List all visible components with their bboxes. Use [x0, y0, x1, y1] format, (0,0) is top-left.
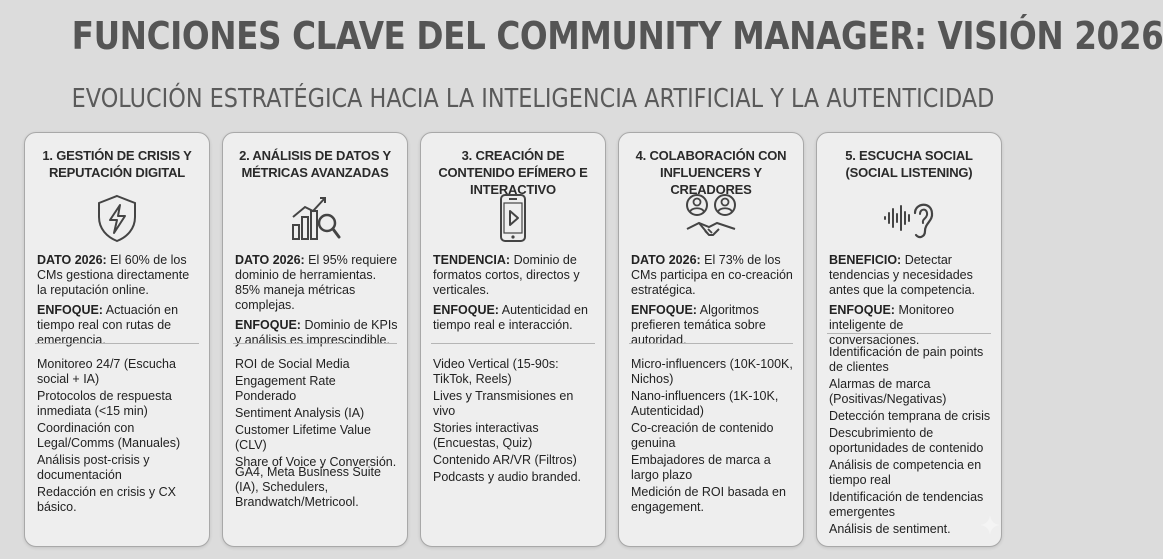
info-text: El 95% requiere dominio de herramientas. 85% maneja métricas complejas. — [235, 253, 398, 312]
info-label: TENDENCIA: — [433, 253, 511, 267]
list-item: Medición de ROI basada en engagement. — [631, 485, 786, 514]
divider — [629, 343, 793, 344]
list-item: Embajadores de marca a largo plazo — [631, 453, 771, 482]
list-item: Stories interactivas (Encuestas, Quiz) — [433, 421, 539, 450]
phone-play-icon — [421, 193, 605, 243]
info-text: Detectar tendencias y necesidades antes que la competencia. — [829, 253, 975, 297]
shield-lightning-icon — [25, 193, 209, 243]
info-label: DATO 2026: — [235, 253, 305, 267]
card-influencer-collaboration — [618, 132, 804, 547]
list-item: Sentiment Analysis (IA) — [235, 406, 365, 420]
list-item: Análisis post-crisis y documentación — [37, 453, 150, 482]
feature-list — [433, 357, 597, 487]
list-item: Identificación de pain points de clientes — [829, 345, 984, 374]
info-text: Actuación en tiempo real con rutas de emergencia. — [37, 303, 179, 347]
list-item: Alarmas de marca (Positivas/Negativas) — [829, 377, 947, 406]
info-text: Dominio de KPIs y análisis es imprescindible. — [235, 318, 398, 347]
list-item: Customer Lifetime Value (CLV) — [235, 423, 371, 452]
feature-list — [37, 357, 201, 517]
list-item: Video Vertical (15-90s: TikTok, Reels) — [433, 357, 559, 386]
list-item: Descubrimiento de oportunidades de contenido — [829, 426, 984, 455]
list-item: Podcasts y audio branded. — [433, 470, 582, 484]
card-title: 1. GESTIÓN DE CRISIS Y REPUTACIÓN DIGITAL — [42, 148, 192, 180]
info-label: ENFOQUE: — [433, 303, 499, 317]
list-item: Contenido AR/VR (Filtros) — [433, 453, 577, 467]
info-label: BENEFICIO: — [829, 253, 902, 267]
ear-soundwave-icon — [817, 193, 1001, 243]
page-subtitle: EVOLUCIÓN ESTRATÉGICA HACIA LA INTELIGENCIA ARTIFICIAL Y LA AUTENTICIDAD — [71, 84, 995, 114]
list-item: Análisis de competencia en tiempo real — [829, 458, 982, 487]
info-text: El 60% de los CMs gestiona directamente la reputación online. — [37, 253, 190, 297]
info-label: DATO 2026: — [631, 253, 701, 267]
card-title: 5. ESCUCHA SOCIAL (SOCIAL LISTENING) — [845, 148, 973, 180]
card-title: 4. COLABORACIÓN CON INFLUENCERS Y CREADORES — [635, 148, 787, 197]
list-item: Redacción en crisis y CX básico. — [37, 485, 176, 514]
list-item: Análisis de sentiment. — [829, 522, 951, 536]
info-text: Autenticidad en tiempo real e interacción. — [433, 303, 588, 332]
list-item: Lives y Transmisiones en vivo — [433, 389, 574, 418]
card-title: 3. CREACIÓN DE CONTENIDO EFÍMERO E INTERACTIVO — [438, 148, 588, 197]
list-item: Co-creación de contenido genuina — [631, 421, 774, 450]
info-text: El 73% de los CMs participa en co-creación estratégica. — [631, 253, 793, 297]
sparkle-icon — [980, 515, 1000, 535]
page-title: FUNCIONES CLAVE DEL COMMUNITY MANAGER: VISIÓN 2026 — [71, 14, 1163, 58]
divider — [827, 333, 991, 334]
card-title: 2. ANÁLISIS DE DATOS Y MÉTRICAS AVANZADAS — [239, 148, 391, 180]
list-item: Detección temprana de crisis — [829, 409, 991, 423]
info-text: Monitoreo inteligente de conversaciones. — [829, 303, 955, 347]
feature-list — [631, 357, 795, 517]
info-label: DATO 2026: — [37, 253, 107, 267]
info-text: Dominio de formatos cortos, directos y verticales. — [433, 253, 580, 297]
list-item: Monitoreo 24/7 (Escucha social + IA) — [37, 357, 176, 386]
info-text: Algoritmos prefieren temática sobre autoridad. — [631, 303, 766, 347]
card-social-listening — [816, 132, 1002, 547]
info-label: ENFOQUE: — [829, 303, 895, 317]
divider — [431, 343, 595, 344]
list-item: ROI de Social Media — [235, 357, 350, 371]
list-item: Micro-influencers (10K-100K, Nichos) — [631, 357, 793, 386]
tools-text: GA4, Meta Business Suite (IA), Schedulers, Brandwatch/Metricool. — [235, 465, 381, 509]
list-item: Identificación de tendencias emergentes — [829, 490, 984, 519]
card-content-creation — [420, 132, 606, 547]
info-label: ENFOQUE: — [37, 303, 103, 317]
list-item: Share of Voice y Conversión. — [235, 455, 397, 469]
list-item: Nano-influencers (1K-10K, Autenticidad) — [631, 389, 779, 418]
feature-list — [829, 345, 993, 539]
divider — [233, 343, 397, 344]
handshake-people-icon — [619, 193, 803, 243]
divider — [35, 343, 199, 344]
info-label: ENFOQUE: — [631, 303, 697, 317]
feature-list — [235, 357, 399, 472]
card-crisis-management — [24, 132, 210, 547]
info-label: ENFOQUE: — [235, 318, 301, 332]
list-item: Coordinación con Legal/Comms (Manuales) — [37, 421, 181, 450]
card-data-analysis — [222, 132, 408, 547]
chart-magnifier-icon — [223, 193, 407, 243]
list-item: Protocolos de respuesta inmediata (<15 min) — [37, 389, 172, 418]
list-item: Engagement Rate Ponderado — [235, 374, 336, 403]
